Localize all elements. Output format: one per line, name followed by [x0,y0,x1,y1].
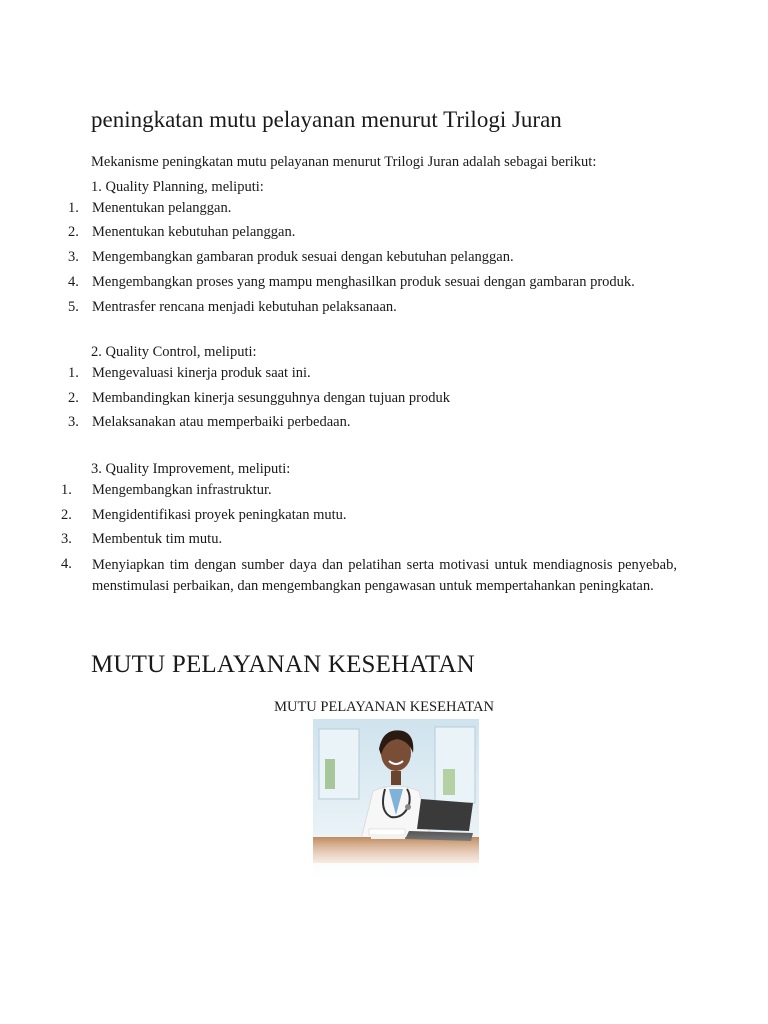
list-text: Mengembangkan infrastruktur. [92,482,272,498]
list-text: Menentukan pelanggan. [92,200,232,216]
list-text: Membandingkan kinerja sesungguhnya dengan tujuan produk [92,390,450,406]
list-number: 5. [68,299,79,315]
list-text: Mengembangkan gambaran produk sesuai dengan kebutuhan pelanggan. [92,249,514,265]
planning-heading: 1. Quality Planning, meliputi: [91,179,264,195]
list-text: Membentuk tim mutu. [92,531,223,547]
list-text: Menentukan kebutuhan pelanggan. [92,224,296,240]
list-number: 4. [61,556,72,572]
page-title: peningkatan mutu pelayanan menurut Trilogi Juran [91,107,562,132]
list-number: 3. [68,414,79,430]
list-text: Mengidentifikasi proyek peningkatan mutu. [92,507,347,523]
list-text: Melaksanakan atau memperbaiki perbedaan. [92,414,351,430]
image-caption: MUTU PELAYANAN KESEHATAN [274,699,494,715]
list-text: Mengevaluasi kinerja produk saat ini. [92,365,311,381]
list-text: Mentrasfer rencana menjadi kebutuhan pelaksanaan. [92,299,397,315]
section-title: MUTU PELAYANAN KESEHATAN [91,651,475,678]
list-number: 1. [68,365,79,381]
list-number: 2. [68,390,79,406]
doctor-illustration [313,719,479,879]
list-text: Menyiapkan tim dengan sumber daya dan pelatihan serta motivasi untuk mendiagnosis penyebab, menstimulasi perbaikan, dan mengembangkan pengawasan untuk mempertahankan peningkatan. [92,557,677,594]
control-heading: 2. Quality Control, meliputi: [91,344,257,360]
list-number: 2. [61,507,72,523]
list-number: 3. [61,531,72,547]
list-number: 3. [68,249,79,265]
list-number: 4. [68,274,79,290]
list-number: 1. [61,482,72,498]
improvement-heading: 3. Quality Improvement, meliputi: [91,461,291,477]
intro-paragraph: Mekanisme peningkatan mutu pelayanan menurut Trilogi Juran adalah sebagai berikut: [91,154,597,170]
list-number: 1. [68,200,79,216]
doctor-photo [313,719,479,879]
list-text: Mengembangkan proses yang mampu menghasilkan produk sesuai dengan gambaran produk. [92,274,635,290]
list-number: 2. [68,224,79,240]
